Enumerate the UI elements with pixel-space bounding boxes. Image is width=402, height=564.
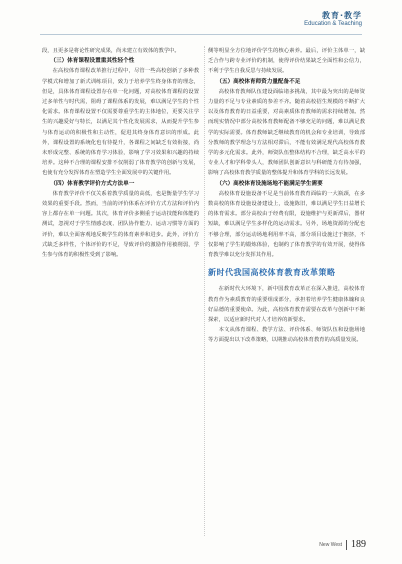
body-paragraph: 侧等明显全方位地评价学生的核心素养。最后，评价主体单一，缺乏合作与跨专业评价的机制，使得评价结果缺乏全面性和公信力，不利于学生自我反思与持续发展。: [208, 48, 365, 75]
body-paragraph: 在新时代大环境下，新中国教育改革正在深入推进，高校体育教育作为素质教育的重要组成部分，承担着培养学生健康体魄和良好品德的重要使命。为此，高校体育教育需要在改革与创新中不断探索，以适应新时代对人才培养的新要求。: [208, 286, 365, 324]
body-paragraph: 体育教学评价不仅关系着教学质量的高低，也是衡量学生学习效果的重要手段。然而，当前的评价体系在评价方式方法和评价内容上都存在单一问题。其次，体育评价多侧重于运动技能和体能的测试，忽视对于学生情感态度、团队协作能力、运动习惯等方面的评价，难以全面客观地反映学生的体育素养和进步。此外，评价方式缺乏多样性，个体评价的不足，导致评价的激励作用被削弱，学生参与体育的积极性受到了影响。: [42, 190, 199, 259]
body-paragraph: 在高校体育课程改革推行过程中，尽管一些高校创新了多种教学模式和增加了新式训练项目，致力于培养学生终身体育的理念，但是，具体体育课程设置存在单一化问题，对高校体育课程的设置过多单性与时代需，阻碍了课程体系的发展，难以满足学生的个性化需求。体育课程设置不仅需要尊重学生的主体地位，更要关注学生的兴趣爱好与特长，以满足其个性化发展需求，从而提升学生参与体育运动的积极性和主动性，促进其终身体育意识的形成。此外，课程设置的系统化也有待提升，各课程之间缺乏有效衔接，尚未形成完整、系统的体育学习体验，影响了学习效果和兴趣的持续培养。这种不合理的课程安排不仅削弱了体育教学的创新与发展，也使有充分发挥体育在塑造学生全面发展中的关键作用。: [42, 68, 199, 177]
section-subheading: （五）高校体育师资力量配备不足: [216, 78, 301, 85]
right-column: [208, 46, 365, 346]
left-column: [42, 46, 199, 260]
header-category: 教育·教学: [321, 11, 362, 20]
body-paragraph: 段，且更多是将论性研究成果，尚未建立有效体的教学中。: [42, 48, 180, 54]
column-divider: [204, 46, 205, 536]
header-category-en: Education & Teaching: [304, 21, 362, 27]
page-header: [304, 10, 362, 27]
section-title: 新时代我国高校体育教育改革策略: [208, 268, 336, 278]
section-subheading: （六）高校体育设施场地不能满足学生需要: [216, 180, 323, 187]
footer-separator: [346, 540, 347, 550]
header-rule: [40, 34, 362, 35]
body-paragraph: 高校体育教师队伍建设面临诸多挑战，其中最为突出的是师资力量的不足与专业素质的参差不齐。随着高校招生规模的不断扩大以及体育教育的日益重要，对高素质体育教师的需求持续增加。然而现实情况中部分高校体育教师配备不够充足的问题，难以满足教学的实际需要。体育教师缺乏继续教育的机会和专业培训，导致部分教师的教学理念与方法相对滞后，不能有效满足现代高校体育教学的多元化需求。此外，师资队伍整体结构不合理，缺乏高水平的专业人才和学科带头人，教师团队创新意识与科研能力有待加强，影响了高校体育教学质量的整体提升和体育学科的长远发展。: [208, 88, 365, 177]
page-number: 189: [351, 539, 366, 550]
journal-name: New West: [319, 541, 342, 548]
page-footer: [319, 539, 366, 550]
section-subheading: （四）体育教学评价方式方法单一: [50, 180, 135, 187]
section-subheading: （三）体育课程设置重其性轻个性: [50, 58, 135, 65]
body-paragraph: 本文从体育课程、教学方法、评价体系、师资队伍和设施场地等方面提出以下改革策略，以期推动高校体育教育的高质量发展。: [208, 327, 365, 344]
body-paragraph: 高校体育设施设备不足是当前体育教育面临的一大瓶颈，在多数高校的体育设施设备建设上，设施陈旧，难以满足学生日益增长的体育需求。部分高校由于经费有限，设施维护与更新滞后，器材短缺，难以满足学生多样化的运动需求。另外，场地资源的分配也不够合理，部分运动场地利用率不高，部分项目设施过于拥挤，不仅影响了学生的锻炼体验，也制约了体育教学的有效开展，使得体育教学难以充分发挥其作用。: [208, 190, 365, 259]
